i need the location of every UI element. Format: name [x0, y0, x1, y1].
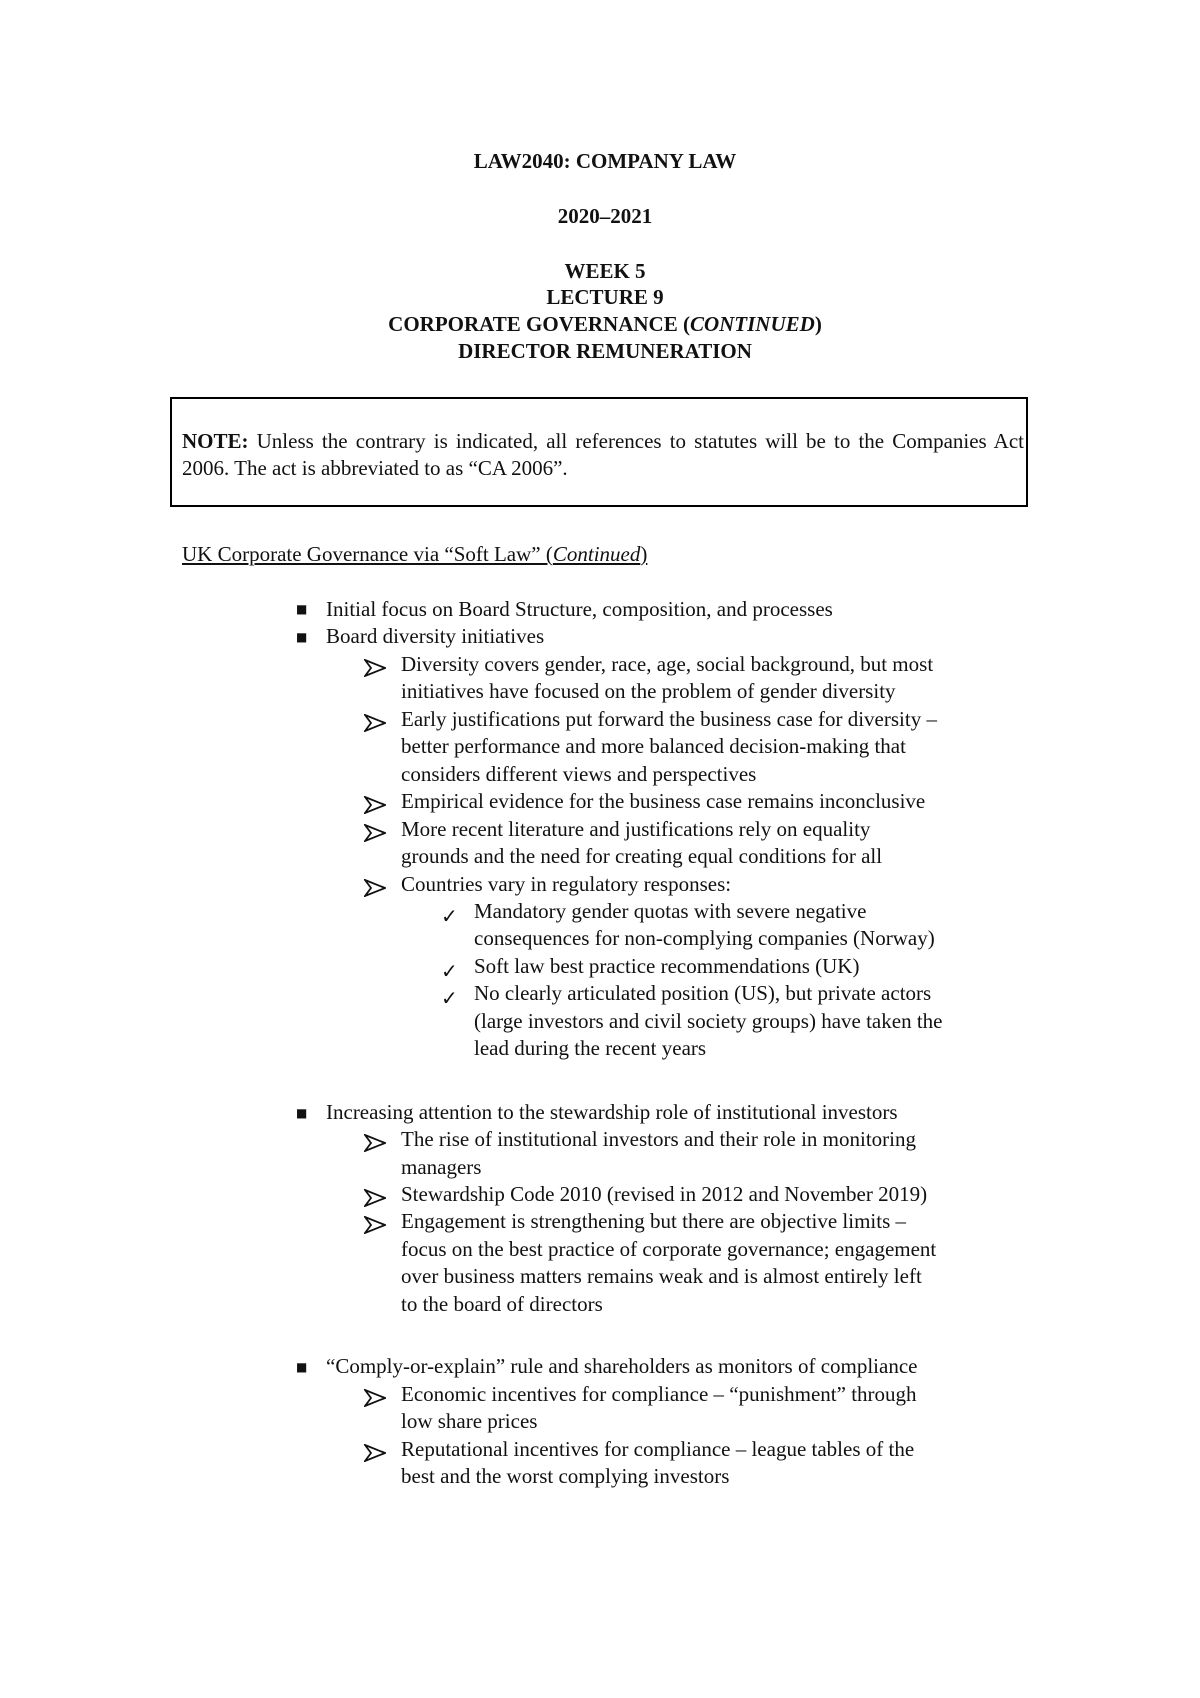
sub-bullet-text: Countries vary in regulatory responses: [401, 872, 732, 896]
topic-suffix: ) [814, 312, 822, 336]
arrowhead-bullet-icon [364, 714, 386, 732]
checkmark-bullet-icon: ✓ [441, 986, 458, 1010]
sub-bullet-text: Empirical evidence for the business case remains inconclusive [401, 789, 926, 813]
bullet-text: Board diversity initiatives [326, 624, 545, 648]
sub-bullet-text: to the board of directors [401, 1292, 603, 1316]
check-bullet-text: consequences for non-complying companies (Norway) [474, 926, 935, 950]
academic-year: 2020–2021 [557, 204, 653, 228]
note-body: Unless the contrary is indicated, all references to statutes will be to the Companies Act 2006. The act is abbreviated to as “CA 2006”. [182, 429, 1024, 480]
topic-prefix: CORPORATE GOVERNANCE ( [388, 312, 690, 336]
arrowhead-bullet-icon [364, 1444, 386, 1462]
checkmark-bullet-icon: ✓ [441, 959, 458, 983]
lecture-label: LECTURE 9 [546, 285, 664, 309]
bullet-text: Initial focus on Board Structure, composition, and processes [326, 597, 833, 621]
note-label: NOTE: [182, 429, 249, 453]
arrowhead-bullet-icon [364, 1389, 386, 1407]
sub-bullet-text: Early justifications put forward the business case for diversity – [401, 707, 937, 731]
sub-bullet-text: Stewardship Code 2010 (revised in 2012 and November 2019) [401, 1182, 928, 1206]
course-title: LAW2040: COMPANY LAW [473, 149, 737, 173]
section-heading [182, 541, 647, 567]
check-bullet-text: lead during the recent years [474, 1036, 707, 1060]
topic-italic: CONTINUED [689, 312, 815, 336]
check-bullet-text: Mandatory gender quotas with severe negative [474, 899, 867, 923]
sub-bullet-text: focus on the best practice of corporate governance; engagement [401, 1237, 937, 1261]
sub-bullet-text: Economic incentives for compliance – “punishment” through [401, 1382, 917, 1406]
sub-bullet-text: better performance and more balanced decision-making that [401, 734, 906, 758]
note-text [182, 428, 1024, 482]
arrowhead-bullet-icon [364, 659, 386, 677]
sub-bullet-text: Diversity covers gender, race, age, social background, but most [401, 652, 934, 676]
sub-bullet-text: low share prices [401, 1409, 538, 1433]
square-bullet-icon: ■ [296, 602, 308, 616]
square-bullet-icon: ■ [296, 1106, 308, 1120]
sub-bullet-text: best and the worst complying investors [401, 1464, 730, 1488]
square-bullet-icon: ■ [296, 630, 308, 644]
lecture-subtopic: DIRECTOR REMUNERATION [458, 339, 752, 363]
square-bullet-icon: ■ [296, 1360, 308, 1374]
arrowhead-bullet-icon [364, 1216, 386, 1234]
sub-bullet-text: initiatives have focused on the problem of gender diversity [401, 679, 896, 703]
sub-bullet-text: Engagement is strengthening but there are objective limits – [401, 1209, 907, 1233]
bullet-text: “Comply-or-explain” rule and shareholders as monitors of compliance [326, 1354, 918, 1378]
sub-bullet-text: over business matters remains weak and is almost entirely left [401, 1264, 922, 1288]
arrowhead-bullet-icon [364, 796, 386, 814]
lecture-topic [0, 311, 1200, 337]
section-heading-suffix: ) [640, 542, 648, 566]
sub-bullet-text: More recent literature and justifications rely on equality [401, 817, 871, 841]
arrowhead-bullet-icon [364, 879, 386, 897]
arrowhead-bullet-icon [364, 824, 386, 842]
sub-bullet-text: considers different views and perspectives [401, 762, 757, 786]
bullet-text: Increasing attention to the stewardship role of institutional investors [326, 1100, 898, 1124]
checkmark-bullet-icon: ✓ [441, 904, 458, 928]
sub-bullet-text: grounds and the need for creating equal conditions for all [401, 844, 883, 868]
arrowhead-bullet-icon [364, 1134, 386, 1152]
section-heading-prefix: UK Corporate Governance via “Soft Law” ( [182, 542, 553, 566]
section-heading-italic: Continued [552, 542, 641, 566]
sub-bullet-text: managers [401, 1155, 482, 1179]
check-bullet-text: (large investors and civil society groups) have taken the [474, 1009, 943, 1033]
check-bullet-text: No clearly articulated position (US), but private actors [474, 981, 932, 1005]
check-bullet-text: Soft law best practice recommendations (UK) [474, 954, 860, 978]
week-label: WEEK 5 [564, 259, 646, 283]
arrowhead-bullet-icon [364, 1189, 386, 1207]
sub-bullet-text: The rise of institutional investors and their role in monitoring [401, 1127, 916, 1151]
sub-bullet-text: Reputational incentives for compliance – league tables of the [401, 1437, 915, 1461]
